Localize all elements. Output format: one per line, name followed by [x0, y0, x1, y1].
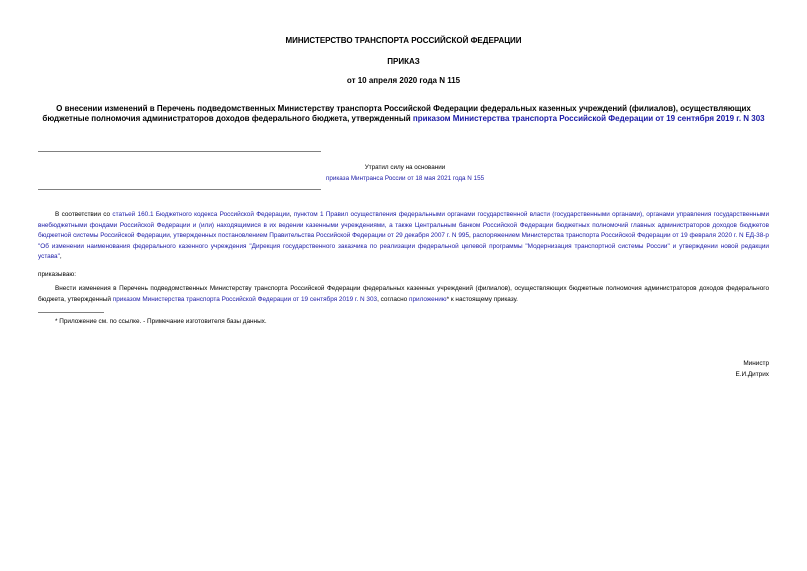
- title-text: О внесении изменений в Перечень подведомственных Министерству транспорта Российской Федерации федеральных казенных учреждений (филиалов), осуществляющих бюджетные полномочия администраторов доходов федерального бюджета, утвержденный: [42, 104, 751, 123]
- directive-text-2: , согласно: [377, 295, 409, 303]
- date-number-heading: от 10 апреля 2020 года N 115: [346, 76, 461, 85]
- directive-paragraph: [38, 284, 769, 305]
- signature-position: Министр: [743, 360, 769, 367]
- preamble-paragraph: [38, 210, 769, 263]
- signature-block: [735, 358, 769, 380]
- footnote-divider: [38, 312, 104, 313]
- appendix-link[interactable]: приложению: [408, 295, 447, 303]
- document-title: [40, 104, 767, 124]
- preamble-text-2: ,: [289, 211, 294, 218]
- rules-link[interactable]: пунктом 1 Правил осуществления федеральными органами государственной власти (государственными органами), органами управления государственными внебюджетными фондами Российской Федерации и (или) находящимися в их ведении казенными учреждениями, а также Центральным банком Российской Федерации бюджетных полномочий главных администраторов доходов бюджетов бюджетной системы Российской Федерации, утвержденных постановлением Правительства Российской Федерации от 29 декабря 2007 г. N 995: [38, 211, 770, 239]
- preamble-text-1: В соответствии со: [55, 211, 113, 218]
- order-link[interactable]: распоряжением Министерства транспорта Российской Федерации от 19 февраля 2020 г. N ЕД-38-р "Об изменении наименования федерального казенного учреждения "Дирекция государственного заказчика по реализации федеральной целевой программы "Модернизация транспортной системы России" и утверждении новой редакции устава": [38, 232, 769, 260]
- directive-order-link[interactable]: приказом Министерства транспорта Российской Федерации от 19 сентября 2019 г. N 303: [112, 295, 378, 303]
- divider-bottom: [38, 189, 321, 190]
- divider-top: [38, 151, 321, 152]
- title-link[interactable]: приказом Министерства транспорта Российской Федерации от 19 сентября 2019 г. N 303: [412, 114, 765, 123]
- directive-text-1: Внести изменения в Перечень подведомственных Министерству транспорта Российской Федерации федеральных казенных учреждений (филиалов), осуществляющих бюджетные полномочия администраторов доходов федерального бюджета, утвержденный: [38, 285, 769, 303]
- status-link[interactable]: приказа Минтранса России от 18 мая 2021 года N 155: [325, 175, 485, 182]
- order-word: приказываю:: [38, 271, 76, 278]
- signature-name: Е.И.Дитрих: [735, 371, 769, 378]
- preamble-text-3: ,: [469, 232, 473, 239]
- preamble-text-4: ,: [59, 253, 62, 260]
- budget-code-link[interactable]: статьей 160.1 Бюджетного кодекса Российской Федерации: [112, 211, 290, 218]
- status-block: [200, 162, 610, 184]
- status-text: Утратил силу на основании: [364, 164, 446, 171]
- doc-type-heading: ПРИКАЗ: [387, 57, 420, 66]
- directive-text-3: * к настоящему приказу.: [446, 295, 518, 303]
- footnote: * Приложение см. по ссылке. - Примечание изготовителя базы данных.: [55, 318, 267, 325]
- ministry-heading: МИНИСТЕРСТВО ТРАНСПОРТА РОССИЙСКОЙ ФЕДЕРАЦИИ: [285, 36, 522, 45]
